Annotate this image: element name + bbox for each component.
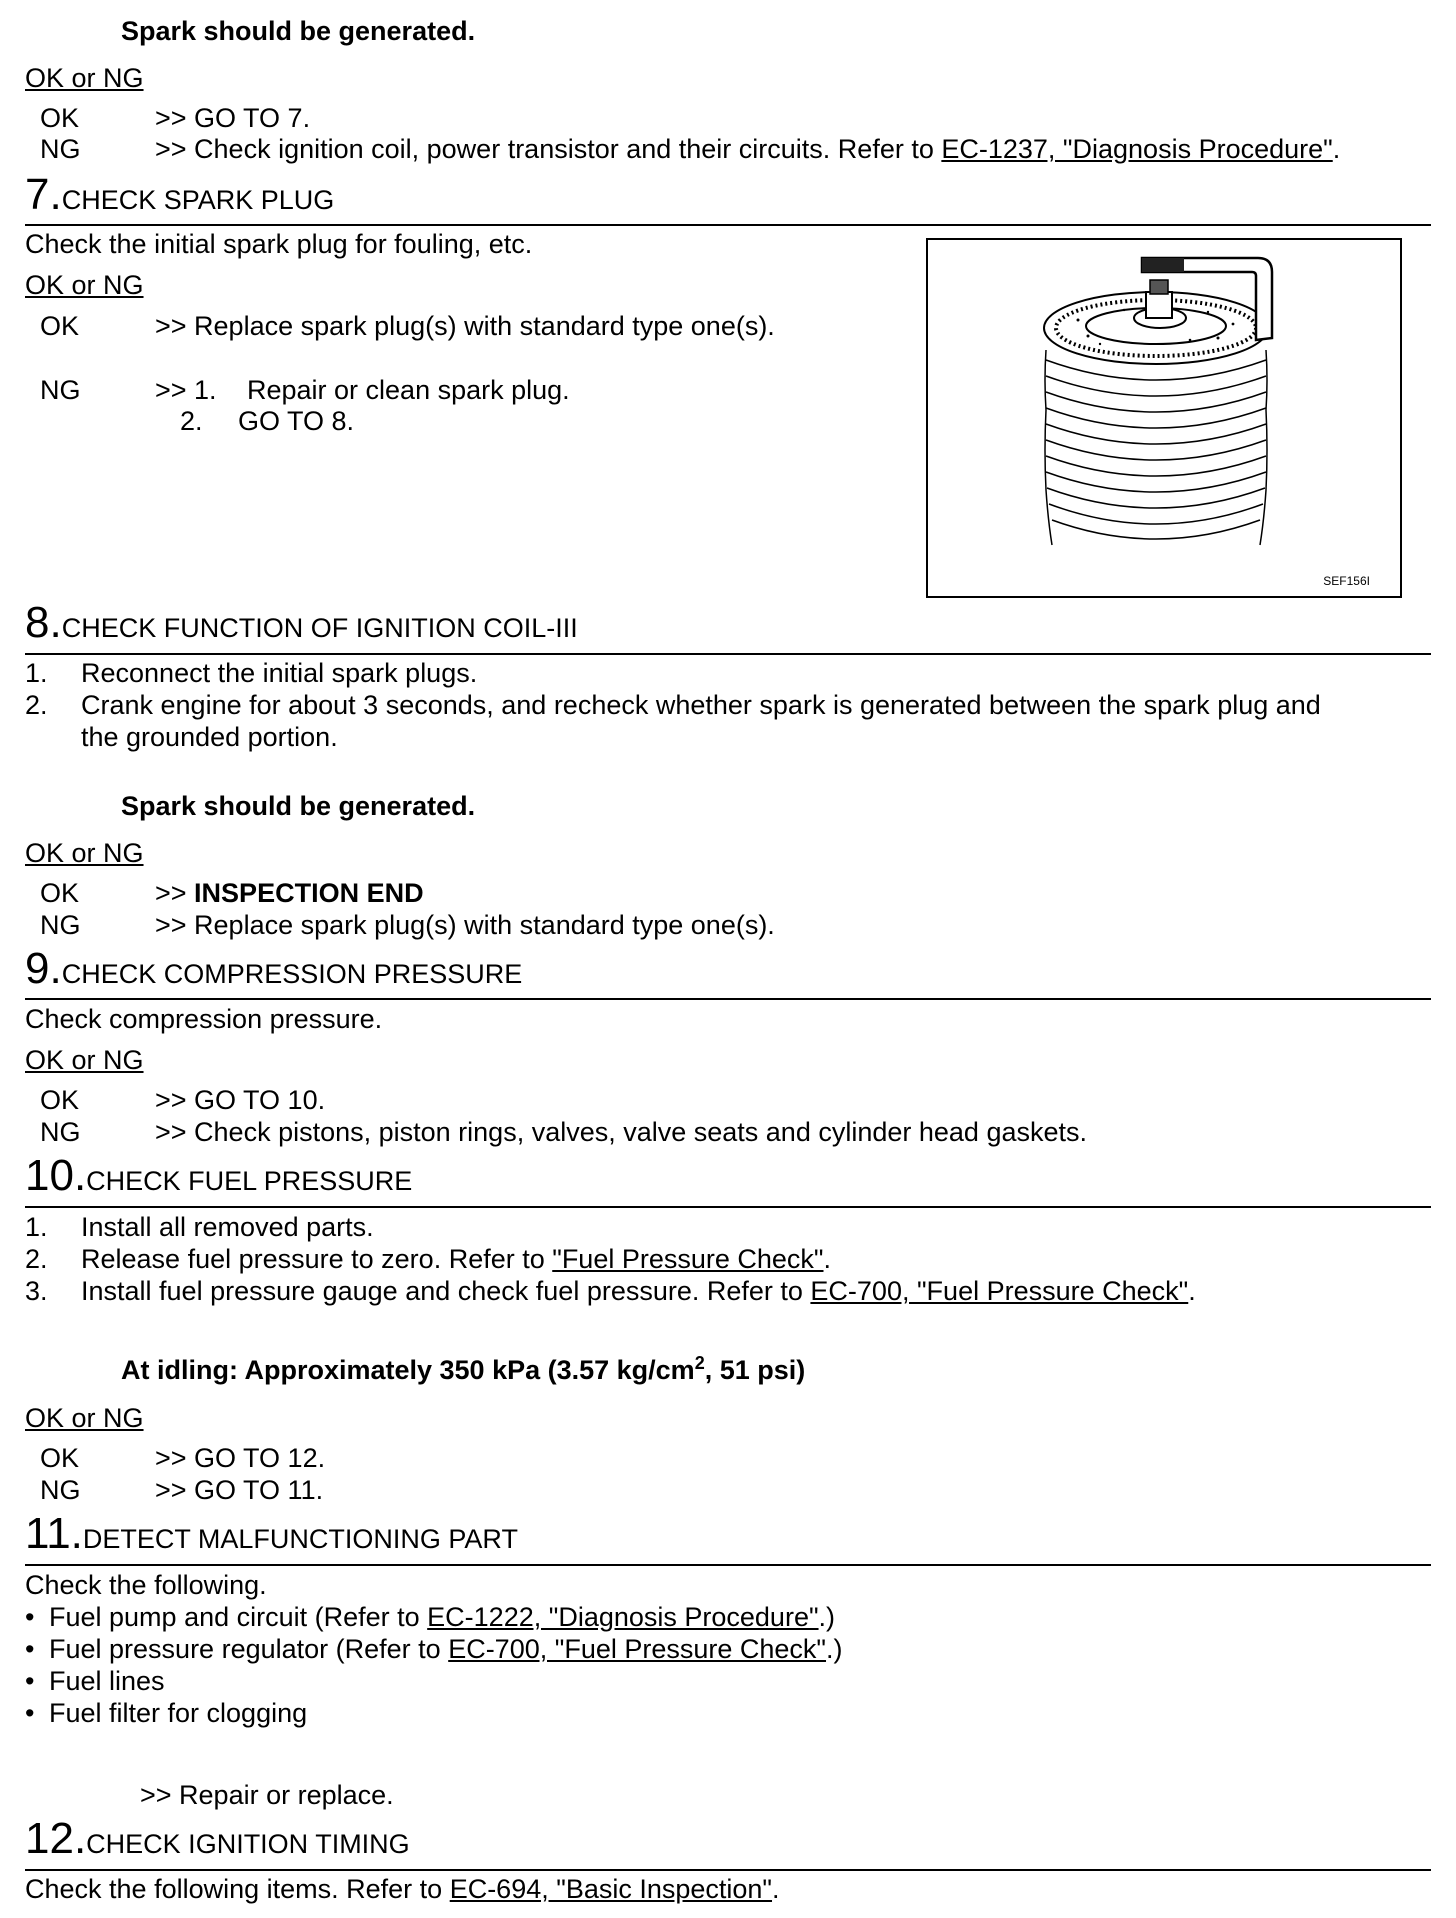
spark-plug-illustration bbox=[928, 240, 1399, 595]
step-title: CHECK IGNITION TIMING bbox=[86, 1829, 410, 1859]
ng-action: >> GO TO 11. bbox=[155, 1475, 324, 1505]
step-title: DETECT MALFUNCTIONING PART bbox=[82, 1524, 518, 1554]
ng-result-row bbox=[25, 1117, 1087, 1147]
instruction-text: Check the following. bbox=[25, 1570, 267, 1600]
step-num: 2. bbox=[25, 1244, 48, 1274]
list-text: Fuel filter for clogging bbox=[49, 1698, 308, 1728]
step-heading-9 bbox=[25, 946, 522, 992]
ng-label: NG bbox=[40, 1475, 81, 1505]
step-text: Reconnect the initial spark plugs. bbox=[81, 658, 478, 688]
section-divider bbox=[25, 1206, 1431, 1208]
procedure-step-2-cont bbox=[25, 722, 338, 752]
list-item bbox=[25, 1698, 307, 1728]
bullet: • bbox=[25, 1698, 35, 1728]
ok-action: >> Replace spark plug(s) with standard type one(s). bbox=[155, 311, 775, 341]
ok-result-row bbox=[25, 311, 775, 341]
ref-link-ec700[interactable]: EC-700, "Fuel Pressure Check" bbox=[448, 1634, 827, 1664]
list-text: Fuel pump and circuit (Refer to bbox=[49, 1602, 428, 1632]
ng-step-2-row bbox=[180, 406, 354, 436]
procedure-step-1 bbox=[25, 1212, 374, 1242]
procedure-step-1 bbox=[25, 658, 477, 688]
ref-link-ec1222[interactable]: EC-1222, "Diagnosis Procedure" bbox=[427, 1602, 819, 1632]
ok-label: OK bbox=[40, 103, 80, 133]
step-number: 7. bbox=[25, 170, 62, 219]
ok-result-row bbox=[25, 1085, 325, 1115]
ok-result-row bbox=[25, 103, 310, 133]
bullet: • bbox=[25, 1666, 35, 1696]
ok-or-ng-heading: OK or NG bbox=[25, 63, 144, 93]
ok-result-row bbox=[25, 878, 424, 908]
step-num: 2. bbox=[25, 690, 48, 720]
ng-end: . bbox=[1332, 134, 1341, 164]
section-divider bbox=[25, 224, 1431, 226]
instruction-text: Check the initial spark plug for fouling, etc. bbox=[25, 229, 533, 259]
step-end: . bbox=[1188, 1276, 1196, 1306]
ng-step-2: GO TO 8. bbox=[238, 406, 355, 436]
ok-or-ng-heading: OK or NG bbox=[25, 838, 144, 868]
ok-label: OK bbox=[40, 311, 80, 341]
step-num: 3. bbox=[25, 1276, 48, 1306]
spec-text-s10 bbox=[121, 1355, 805, 1385]
step-number: 10. bbox=[25, 1151, 87, 1200]
figure-code: SEF156I bbox=[1323, 574, 1370, 588]
ok-or-ng-heading: OK or NG bbox=[25, 270, 144, 300]
step-text: Install fuel pressure gauge and check fuel pressure. Refer to bbox=[81, 1276, 811, 1306]
list-item bbox=[25, 1602, 835, 1632]
ok-prefix: >> bbox=[155, 878, 195, 908]
spec-part-b: , 51 psi) bbox=[704, 1355, 806, 1385]
ng-step-2-num: 2. bbox=[180, 406, 203, 436]
ref-link-ec700[interactable]: EC-700, "Fuel Pressure Check" bbox=[810, 1276, 1189, 1306]
ng-action: >> Replace spark plug(s) with standard type one(s). bbox=[155, 910, 775, 940]
step-title: CHECK COMPRESSION PRESSURE bbox=[61, 959, 523, 989]
step-heading-7 bbox=[25, 172, 334, 218]
spec-text-s6: Spark should be generated. bbox=[121, 16, 476, 46]
ref-link-ec1237[interactable]: EC-1237, "Diagnosis Procedure" bbox=[941, 134, 1333, 164]
step-text: Install all removed parts. bbox=[81, 1212, 374, 1242]
instruction-end: . bbox=[772, 1874, 780, 1904]
procedure-step-2 bbox=[25, 690, 1321, 720]
step-title: CHECK FUNCTION OF IGNITION COIL-III bbox=[61, 613, 578, 643]
section-divider bbox=[25, 1869, 1431, 1871]
instruction-text bbox=[25, 1874, 780, 1904]
spec-part-a: At idling: Approximately 350 kPa (3.57 kg/cm bbox=[121, 1355, 695, 1385]
step-heading-10 bbox=[25, 1153, 412, 1199]
step-heading-11 bbox=[25, 1511, 518, 1557]
ng-prefix: >> 1. bbox=[155, 375, 217, 405]
ok-label: OK bbox=[40, 1085, 80, 1115]
ref-link-fuel-pressure-check[interactable]: "Fuel Pressure Check" bbox=[552, 1244, 824, 1274]
step-number: 9. bbox=[25, 944, 62, 993]
ng-step-1: Repair or clean spark plug. bbox=[247, 375, 570, 405]
step-end: . bbox=[823, 1244, 832, 1274]
ng-result-row bbox=[25, 375, 570, 405]
step-text: Release fuel pressure to zero. Refer to bbox=[81, 1244, 553, 1274]
list-end: .) bbox=[818, 1602, 836, 1632]
section-divider bbox=[25, 1564, 1431, 1566]
procedure-step-2 bbox=[25, 1244, 831, 1274]
ng-label: NG bbox=[40, 134, 81, 164]
step-num: 1. bbox=[25, 658, 48, 688]
list-text: Fuel lines bbox=[49, 1666, 165, 1696]
procedure-step-3 bbox=[25, 1276, 1196, 1306]
spark-plug-figure bbox=[926, 238, 1402, 598]
step-heading-12 bbox=[25, 1816, 410, 1862]
action-text: >> Repair or replace. bbox=[140, 1780, 394, 1810]
ref-link-ec694[interactable]: EC-694, "Basic Inspection" bbox=[449, 1874, 773, 1904]
step-title: CHECK SPARK PLUG bbox=[61, 185, 335, 215]
step-text: the grounded portion. bbox=[81, 722, 338, 752]
ng-result-row bbox=[25, 1475, 323, 1505]
instruction-lead: Check the following items. Refer to bbox=[25, 1874, 450, 1904]
step-number: 11. bbox=[25, 1509, 83, 1558]
ok-label: OK bbox=[40, 1443, 80, 1473]
list-item bbox=[25, 1634, 843, 1664]
section-divider bbox=[25, 653, 1431, 655]
bullet: • bbox=[25, 1602, 35, 1632]
ng-label: NG bbox=[40, 375, 81, 405]
step-text: Crank engine for about 3 seconds, and recheck whether spark is generated between the spark plug and bbox=[81, 690, 1321, 720]
ok-action: >> GO TO 12. bbox=[155, 1443, 326, 1473]
section-divider bbox=[25, 998, 1431, 1000]
ng-action: >> Check pistons, piston rings, valves, valve seats and cylinder head gaskets. bbox=[155, 1117, 1088, 1147]
step-number: 12. bbox=[25, 1814, 87, 1863]
step-number: 8. bbox=[25, 598, 62, 647]
ok-result-row bbox=[25, 1443, 325, 1473]
bullet: • bbox=[25, 1634, 35, 1664]
ok-label: OK bbox=[40, 878, 80, 908]
ng-result-row bbox=[25, 134, 1340, 164]
ok-or-ng-heading: OK or NG bbox=[25, 1045, 144, 1075]
step-heading-8 bbox=[25, 600, 578, 646]
instruction-text: Check compression pressure. bbox=[25, 1004, 383, 1034]
inspection-end: INSPECTION END bbox=[194, 878, 424, 908]
ng-label: NG bbox=[40, 910, 81, 940]
ok-or-ng-heading: OK or NG bbox=[25, 1403, 144, 1433]
ok-action: >> GO TO 7. bbox=[155, 103, 311, 133]
ng-result-row bbox=[25, 910, 775, 940]
spec-text-s8: Spark should be generated. bbox=[121, 791, 476, 821]
ng-action: >> Check ignition coil, power transistor and their circuits. Refer to bbox=[155, 134, 942, 164]
list-end: .) bbox=[826, 1634, 843, 1664]
ng-label: NG bbox=[40, 1117, 81, 1147]
step-num: 1. bbox=[25, 1212, 48, 1242]
ok-action: >> GO TO 10. bbox=[155, 1085, 326, 1115]
list-text: Fuel pressure regulator (Refer to bbox=[49, 1634, 449, 1664]
spec-superscript: 2 bbox=[694, 1353, 705, 1373]
list-item bbox=[25, 1666, 165, 1696]
step-title: CHECK FUEL PRESSURE bbox=[86, 1166, 413, 1196]
